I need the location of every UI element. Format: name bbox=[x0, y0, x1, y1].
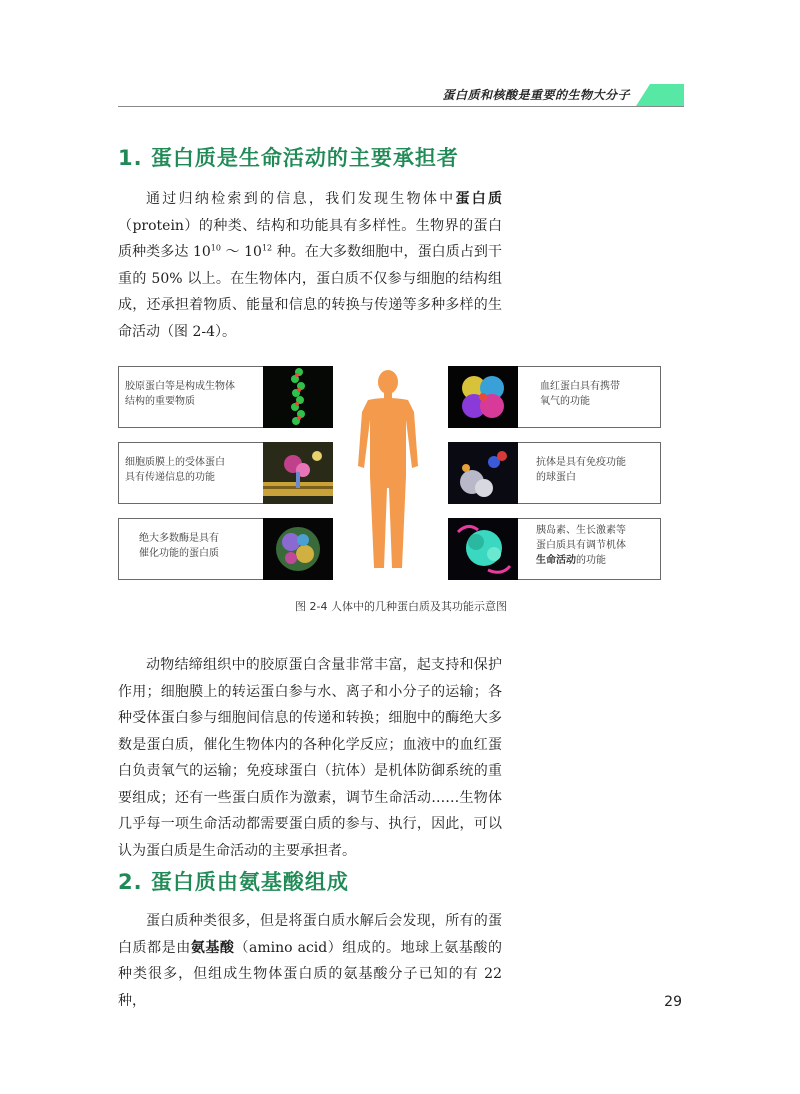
collagen-image bbox=[263, 366, 333, 428]
hemoglobin-image bbox=[448, 366, 518, 428]
term-amino-acid: 氨基酸 bbox=[190, 939, 235, 956]
header-accent-tab bbox=[636, 84, 684, 106]
figure-box-enzyme: 绝大多数酶是具有 催化功能的蛋白质 bbox=[118, 518, 331, 580]
term-protein: 蛋白质 bbox=[455, 191, 503, 207]
running-header-title: 蛋白质和核酸是重要的生物大分子 bbox=[442, 88, 630, 102]
figure-box-receptor: 细胞质膜上的受体蛋白 具有传递信息的功能 bbox=[118, 442, 331, 504]
section-1-paragraph-2: 动物结缔组织中的胶原蛋白含量非常丰富，起支持和保护作用；细胞膜上的转运蛋白参与水、离子和小分子的运输；各种受体蛋白参与细胞间信息的传递和转换；细胞中的酶绝大多数是蛋白质，催化生物体内的各种化学反应；血液中的血红蛋白负责氧气的运输；免疫球蛋白（抗体）是机体防御系统的重要组成；还有一些蛋白质作为激素，调节生命活动……生物体几乎每一项生命活动都需要蛋白质的参与、执行，因此，可以认为蛋白质是生命活动的主要承担者。 bbox=[118, 657, 502, 859]
figure-caption: 图 2-4 人体中的几种蛋白质及其功能示意图 bbox=[295, 600, 507, 613]
figure-box-collagen: 胶原蛋白等是构成生物体 结构的重要物质 bbox=[118, 366, 331, 428]
figure-2-4 bbox=[118, 366, 684, 582]
enzyme-image bbox=[263, 518, 333, 580]
receptor-image bbox=[263, 442, 333, 504]
page-number: 29 bbox=[664, 994, 682, 1010]
human-body-figure bbox=[350, 368, 426, 574]
section-1-title: 1. 蛋白质是生命活动的主要承担者 bbox=[118, 146, 459, 170]
figure-box-hemoglobin: 血红蛋白具有携带 氧气的功能 bbox=[448, 366, 661, 428]
section-1-paragraph-1: 通过归纳检索到的信息，我们发现生物体中蛋白质（protein）的种类、结构和功能具有多样性。生物界的蛋白质种类多达 $10^{10}$ ～ $10^{12}$ 种。在大多数细胞中，蛋白质占到干重的 50% 以上。在生物体内，蛋白质不仅参与细胞的结构组成，还承担着物质、能量和信息的转换与传递等多种多样的生命活动（图 2-4）。 bbox=[118, 191, 503, 340]
figure-box-antibody: 抗体是具有免疫功能 的球蛋白 bbox=[448, 442, 661, 504]
section-2-paragraph-1: 蛋白质种类很多，但是将蛋白质水解后会发现，所有的蛋白质都是由氨基酸（amino acid）组成的。地球上氨基酸的种类很多，但组成生物体蛋白质的氨基酸分子已知的有 22 种， bbox=[118, 913, 502, 1009]
figure-box-hormone: 胰岛素、生长激素等 蛋白质具有调节机体 生命活动的功能 bbox=[448, 518, 661, 580]
header-rule bbox=[118, 106, 684, 107]
section-2-title: 2. 蛋白质由氨基酸组成 bbox=[118, 870, 349, 894]
hormone-image bbox=[448, 518, 518, 580]
antibody-image bbox=[448, 442, 518, 504]
